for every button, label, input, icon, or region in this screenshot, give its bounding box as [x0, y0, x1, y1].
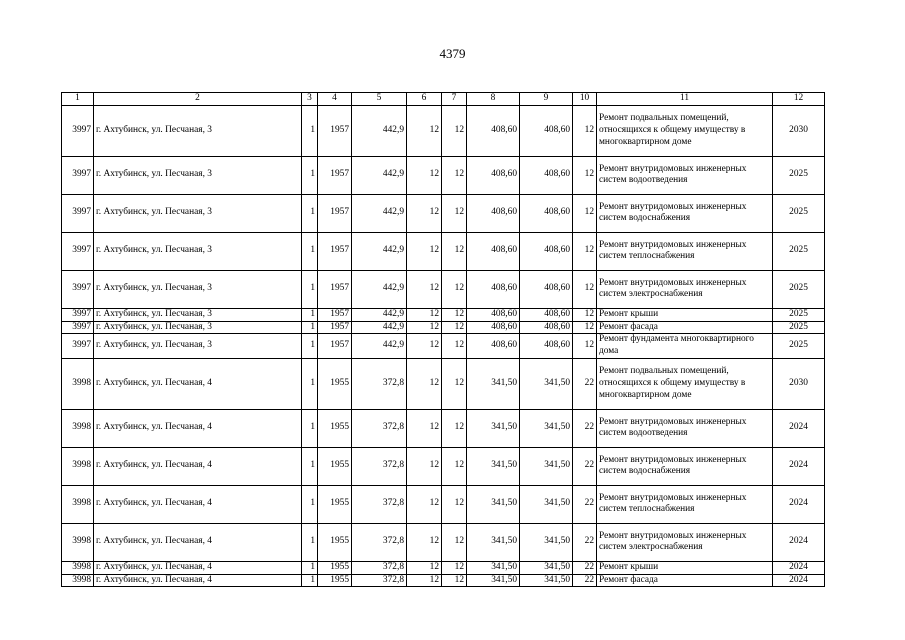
- col9-cell: 408,60: [520, 308, 573, 321]
- col6-cell: 12: [407, 358, 442, 409]
- work-type-cell: Ремонт подвальных помещений, относящихся к общему имуществу в многоквартирном доме: [597, 105, 773, 156]
- area-cell: 372,8: [352, 485, 407, 523]
- col10-cell: 22: [573, 561, 597, 574]
- work-type-cell: Ремонт крыши: [597, 308, 773, 321]
- col8-cell: 408,60: [467, 321, 520, 334]
- col9-cell: 341,50: [520, 409, 573, 447]
- col3-cell: 1: [302, 270, 318, 308]
- column-header-12: 12: [773, 93, 825, 106]
- area-cell: 442,9: [352, 232, 407, 270]
- area-cell: 442,9: [352, 105, 407, 156]
- table-row: [62, 232, 825, 270]
- header-row: [62, 93, 825, 106]
- work-type-cell: Ремонт фундамента многоквартирного дома: [597, 334, 773, 359]
- year-cell: 1955: [318, 447, 352, 485]
- table-row: [62, 308, 825, 321]
- year-cell: 1957: [318, 334, 352, 359]
- column-header-2: 2: [94, 93, 302, 106]
- col10-cell: 22: [573, 409, 597, 447]
- col6-cell: 12: [407, 523, 442, 561]
- row-id-cell: 3998: [62, 485, 94, 523]
- column-header-7: 7: [442, 93, 467, 106]
- col10-cell: 12: [573, 321, 597, 334]
- year-plan-cell: 2030: [773, 358, 825, 409]
- column-header-9: 9: [520, 93, 573, 106]
- address-cell: г. Ахтубинск, ул. Песчаная, 3: [94, 194, 302, 232]
- col3-cell: 1: [302, 156, 318, 194]
- col7-cell: 12: [442, 308, 467, 321]
- row-id-cell: 3998: [62, 523, 94, 561]
- table-row: [62, 105, 825, 156]
- col6-cell: 12: [407, 321, 442, 334]
- row-id-cell: 3997: [62, 105, 94, 156]
- row-id-cell: 3997: [62, 194, 94, 232]
- col3-cell: 1: [302, 358, 318, 409]
- address-cell: г. Ахтубинск, ул. Песчаная, 3: [94, 334, 302, 359]
- col7-cell: 12: [442, 321, 467, 334]
- column-header-11: 11: [597, 93, 773, 106]
- col9-cell: 408,60: [520, 105, 573, 156]
- col8-cell: 341,50: [467, 485, 520, 523]
- column-header-8: 8: [467, 93, 520, 106]
- col10-cell: 12: [573, 232, 597, 270]
- table-row: [62, 574, 825, 587]
- col9-cell: 341,50: [520, 485, 573, 523]
- row-id-cell: 3997: [62, 321, 94, 334]
- col7-cell: 12: [442, 232, 467, 270]
- year-plan-cell: 2024: [773, 409, 825, 447]
- year-plan-cell: 2025: [773, 321, 825, 334]
- table-row: [62, 194, 825, 232]
- table-row: [62, 485, 825, 523]
- col9-cell: 408,60: [520, 321, 573, 334]
- address-cell: г. Ахтубинск, ул. Песчаная, 3: [94, 105, 302, 156]
- year-plan-cell: 2024: [773, 561, 825, 574]
- col6-cell: 12: [407, 409, 442, 447]
- col3-cell: 1: [302, 232, 318, 270]
- address-cell: г. Ахтубинск, ул. Песчаная, 4: [94, 523, 302, 561]
- work-type-cell: Ремонт внутридомовых инженерных систем водоснабжения: [597, 194, 773, 232]
- row-id-cell: 3998: [62, 409, 94, 447]
- work-type-cell: Ремонт подвальных помещений, относящихся к общему имуществу в многоквартирном доме: [597, 358, 773, 409]
- year-plan-cell: 2025: [773, 308, 825, 321]
- year-cell: 1955: [318, 574, 352, 587]
- year-cell: 1957: [318, 156, 352, 194]
- year-cell: 1957: [318, 194, 352, 232]
- year-cell: 1955: [318, 485, 352, 523]
- col6-cell: 12: [407, 308, 442, 321]
- col8-cell: 341,50: [467, 574, 520, 587]
- col7-cell: 12: [442, 270, 467, 308]
- col3-cell: 1: [302, 485, 318, 523]
- column-header-6: 6: [407, 93, 442, 106]
- col7-cell: 12: [442, 561, 467, 574]
- col9-cell: 341,50: [520, 561, 573, 574]
- col3-cell: 1: [302, 561, 318, 574]
- year-plan-cell: 2024: [773, 523, 825, 561]
- year-plan-cell: 2024: [773, 447, 825, 485]
- area-cell: 372,8: [352, 561, 407, 574]
- row-id-cell: 3998: [62, 447, 94, 485]
- address-cell: г. Ахтубинск, ул. Песчаная, 4: [94, 358, 302, 409]
- area-cell: 372,8: [352, 447, 407, 485]
- row-id-cell: 3997: [62, 232, 94, 270]
- col8-cell: 408,60: [467, 308, 520, 321]
- col9-cell: 341,50: [520, 523, 573, 561]
- col7-cell: 12: [442, 334, 467, 359]
- col3-cell: 1: [302, 447, 318, 485]
- col6-cell: 12: [407, 561, 442, 574]
- col6-cell: 12: [407, 156, 442, 194]
- year-plan-cell: 2025: [773, 334, 825, 359]
- col7-cell: 12: [442, 358, 467, 409]
- year-cell: 1955: [318, 523, 352, 561]
- year-plan-cell: 2025: [773, 232, 825, 270]
- area-cell: 372,8: [352, 358, 407, 409]
- col6-cell: 12: [407, 485, 442, 523]
- area-cell: 372,8: [352, 523, 407, 561]
- row-id-cell: 3997: [62, 334, 94, 359]
- area-cell: 442,9: [352, 321, 407, 334]
- col9-cell: 341,50: [520, 358, 573, 409]
- col8-cell: 408,60: [467, 156, 520, 194]
- col9-cell: 408,60: [520, 334, 573, 359]
- col8-cell: 341,50: [467, 523, 520, 561]
- area-cell: 442,9: [352, 308, 407, 321]
- year-plan-cell: 2025: [773, 156, 825, 194]
- col7-cell: 12: [442, 409, 467, 447]
- row-id-cell: 3997: [62, 270, 94, 308]
- col7-cell: 12: [442, 156, 467, 194]
- page-number: 4379: [439, 46, 466, 61]
- address-cell: г. Ахтубинск, ул. Песчаная, 4: [94, 409, 302, 447]
- col3-cell: 1: [302, 321, 318, 334]
- area-cell: 372,8: [352, 409, 407, 447]
- col7-cell: 12: [442, 105, 467, 156]
- year-plan-cell: 2025: [773, 270, 825, 308]
- column-header-3: 3: [302, 93, 318, 106]
- col8-cell: 408,60: [467, 270, 520, 308]
- year-plan-cell: 2025: [773, 194, 825, 232]
- col8-cell: 408,60: [467, 232, 520, 270]
- col6-cell: 12: [407, 574, 442, 587]
- year-cell: 1957: [318, 308, 352, 321]
- col10-cell: 22: [573, 447, 597, 485]
- col10-cell: 22: [573, 485, 597, 523]
- year-cell: 1955: [318, 561, 352, 574]
- col9-cell: 341,50: [520, 574, 573, 587]
- year-cell: 1957: [318, 232, 352, 270]
- table-row: [62, 270, 825, 308]
- work-type-cell: Ремонт крыши: [597, 561, 773, 574]
- row-id-cell: 3998: [62, 561, 94, 574]
- address-cell: г. Ахтубинск, ул. Песчаная, 4: [94, 574, 302, 587]
- address-cell: г. Ахтубинск, ул. Песчаная, 3: [94, 270, 302, 308]
- address-cell: г. Ахтубинск, ул. Песчаная, 4: [94, 485, 302, 523]
- area-cell: 442,9: [352, 270, 407, 308]
- year-cell: 1957: [318, 105, 352, 156]
- col7-cell: 12: [442, 194, 467, 232]
- work-type-cell: Ремонт внутридомовых инженерных систем теплоснабжения: [597, 485, 773, 523]
- col8-cell: 408,60: [467, 105, 520, 156]
- col10-cell: 12: [573, 105, 597, 156]
- year-cell: 1955: [318, 358, 352, 409]
- area-cell: 372,8: [352, 574, 407, 587]
- col9-cell: 408,60: [520, 232, 573, 270]
- col8-cell: 341,50: [467, 561, 520, 574]
- address-cell: г. Ахтубинск, ул. Песчаная, 3: [94, 232, 302, 270]
- address-cell: г. Ахтубинск, ул. Песчаная, 3: [94, 156, 302, 194]
- col7-cell: 12: [442, 523, 467, 561]
- column-header-10: 10: [573, 93, 597, 106]
- table-row: [62, 321, 825, 334]
- col9-cell: 408,60: [520, 156, 573, 194]
- year-plan-cell: 2024: [773, 485, 825, 523]
- col9-cell: 408,60: [520, 270, 573, 308]
- work-type-cell: Ремонт внутридомовых инженерных систем электроснабжения: [597, 270, 773, 308]
- col10-cell: 22: [573, 358, 597, 409]
- row-id-cell: 3998: [62, 574, 94, 587]
- col9-cell: 341,50: [520, 447, 573, 485]
- col7-cell: 12: [442, 447, 467, 485]
- col8-cell: 341,50: [467, 409, 520, 447]
- col3-cell: 1: [302, 194, 318, 232]
- work-type-cell: Ремонт фасада: [597, 574, 773, 587]
- table-row: [62, 409, 825, 447]
- work-type-cell: Ремонт внутридомовых инженерных систем теплоснабжения: [597, 232, 773, 270]
- area-cell: 442,9: [352, 156, 407, 194]
- work-type-cell: Ремонт внутридомовых инженерных систем электроснабжения: [597, 523, 773, 561]
- work-type-cell: Ремонт внутридомовых инженерных систем водоотведения: [597, 156, 773, 194]
- table-row: [62, 523, 825, 561]
- year-cell: 1957: [318, 321, 352, 334]
- capital-repair-table: [61, 92, 825, 587]
- table-row: [62, 156, 825, 194]
- col3-cell: 1: [302, 409, 318, 447]
- col6-cell: 12: [407, 334, 442, 359]
- col3-cell: 1: [302, 523, 318, 561]
- address-cell: г. Ахтубинск, ул. Песчаная, 4: [94, 447, 302, 485]
- col6-cell: 12: [407, 232, 442, 270]
- work-type-cell: Ремонт фасада: [597, 321, 773, 334]
- work-type-cell: Ремонт внутридомовых инженерных систем водоотведения: [597, 409, 773, 447]
- year-cell: 1957: [318, 270, 352, 308]
- address-cell: г. Ахтубинск, ул. Песчаная, 4: [94, 561, 302, 574]
- table-row: [62, 358, 825, 409]
- col10-cell: 12: [573, 194, 597, 232]
- col6-cell: 12: [407, 447, 442, 485]
- col8-cell: 341,50: [467, 358, 520, 409]
- col3-cell: 1: [302, 334, 318, 359]
- col10-cell: 12: [573, 308, 597, 321]
- table-row: [62, 334, 825, 359]
- address-cell: г. Ахтубинск, ул. Песчаная, 3: [94, 308, 302, 321]
- col8-cell: 408,60: [467, 194, 520, 232]
- col6-cell: 12: [407, 105, 442, 156]
- row-id-cell: 3998: [62, 358, 94, 409]
- year-cell: 1955: [318, 409, 352, 447]
- table-row: [62, 447, 825, 485]
- col10-cell: 12: [573, 156, 597, 194]
- row-id-cell: 3997: [62, 308, 94, 321]
- col8-cell: 341,50: [467, 447, 520, 485]
- work-type-cell: Ремонт внутридомовых инженерных систем водоснабжения: [597, 447, 773, 485]
- table-body: [62, 93, 825, 587]
- row-id-cell: 3997: [62, 156, 94, 194]
- col7-cell: 12: [442, 485, 467, 523]
- col3-cell: 1: [302, 308, 318, 321]
- column-header-1: 1: [62, 93, 94, 106]
- col10-cell: 12: [573, 334, 597, 359]
- col6-cell: 12: [407, 194, 442, 232]
- col10-cell: 22: [573, 574, 597, 587]
- year-plan-cell: 2024: [773, 574, 825, 587]
- col8-cell: 408,60: [467, 334, 520, 359]
- col10-cell: 22: [573, 523, 597, 561]
- address-cell: г. Ахтубинск, ул. Песчаная, 3: [94, 321, 302, 334]
- col10-cell: 12: [573, 270, 597, 308]
- area-cell: 442,9: [352, 334, 407, 359]
- col3-cell: 1: [302, 105, 318, 156]
- col9-cell: 408,60: [520, 194, 573, 232]
- col3-cell: 1: [302, 574, 318, 587]
- area-cell: 442,9: [352, 194, 407, 232]
- column-header-4: 4: [318, 93, 352, 106]
- year-plan-cell: 2030: [773, 105, 825, 156]
- col7-cell: 12: [442, 574, 467, 587]
- col6-cell: 12: [407, 270, 442, 308]
- table-row: [62, 561, 825, 574]
- column-header-5: 5: [352, 93, 407, 106]
